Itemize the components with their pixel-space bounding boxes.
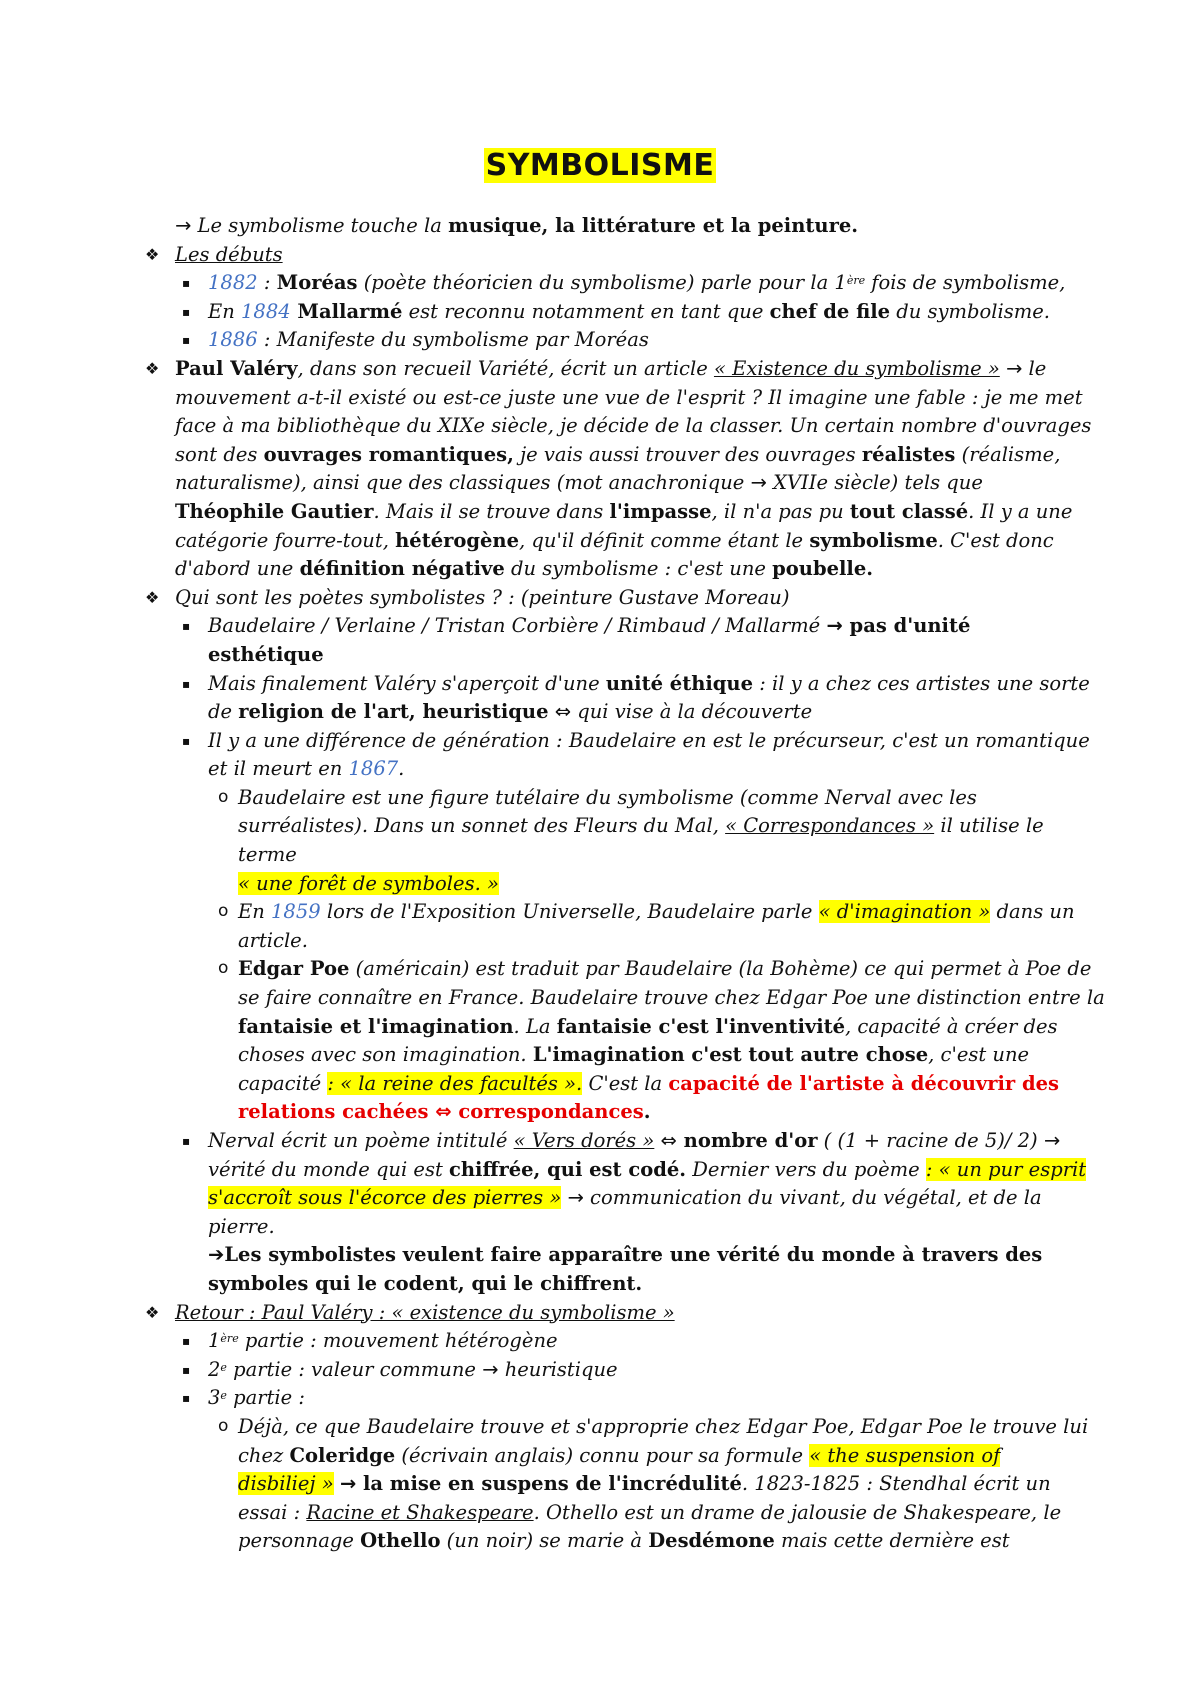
paragraph-line: choses avec son imagination. L'imagination c'est tout autre chose, c'est une bbox=[238, 1043, 1030, 1067]
square-bullet-icon: ▪ bbox=[182, 276, 191, 291]
section-valery: ❖ Paul Valéry, dans son recueil Variété, écrit un article « Existence du symbolisme » → le bbox=[145, 355, 1105, 384]
sub-list-item: o Edgar Poe (américain) est traduit par Baudelaire (la Bohème) ce qui permet à Poe de bbox=[145, 955, 1105, 984]
square-bullet-icon: ▪ bbox=[182, 333, 191, 348]
paragraph-line: vérité du monde qui est chiffrée, qui est codé. Dernier vers du poème : « un pur esprit bbox=[208, 1157, 1087, 1181]
list-item: ▪ 1882 : Moréas (poète théoricien du symbolisme) parle pour la 1ère fois de symbolisme, bbox=[145, 269, 1105, 298]
square-bullet-icon: ▪ bbox=[182, 1362, 191, 1377]
circle-bullet-icon: o bbox=[218, 1415, 229, 1436]
paragraph-line: disbiliej » → la mise en suspens de l'incrédulité. 1823-1825 : Stendhal écrit un bbox=[238, 1472, 1051, 1496]
paragraph-line: relations cachées ⇔ correspondances. bbox=[238, 1100, 651, 1124]
square-bullet-icon: ▪ bbox=[182, 304, 191, 319]
arrow-icon: → bbox=[1043, 1129, 1061, 1152]
section-poetes: ❖ Qui sont les poètes symbolistes ? : (peinture Gustave Moreau) bbox=[145, 584, 1105, 613]
list-item: ▪ 2e partie : valeur commune → heuristique bbox=[145, 1356, 1105, 1385]
arrow-icon: → bbox=[1005, 356, 1023, 380]
paragraph-line: Théophile Gautier. Mais il se trouve dans l'impasse, il n'a pas pu tout classé. Il y a une bbox=[175, 499, 1073, 523]
square-bullet-icon: ▪ bbox=[182, 733, 191, 748]
diamond-bullet-icon: ❖ bbox=[145, 587, 160, 607]
paragraph-line: naturalisme), ainsi que des classiques (mot anachronique → XVIIe siècle) tels que bbox=[175, 471, 983, 495]
paragraph-line: sont des ouvrages romantiques, je vais aussi trouver des ouvrages réalistes (réalisme, bbox=[175, 442, 1061, 466]
section-retour: ❖ Retour : Paul Valéry : « existence du symbolisme » bbox=[145, 1299, 1105, 1328]
arrow-icon: → bbox=[826, 614, 843, 638]
document-title bbox=[0, 148, 1200, 183]
paragraph-line: et il meurt en 1867. bbox=[208, 757, 405, 781]
list-item: ▪ 1ère partie : mouvement hétérogène bbox=[145, 1327, 1105, 1356]
paragraph-line: essai : Racine et Shakespeare. Othello est un drame de jalousie de Shakespeare, le bbox=[238, 1500, 1062, 1524]
arrow-icon: → bbox=[750, 471, 767, 495]
paragraph-line: face à ma bibliothèque du XIXe siècle, je décide de la classer. Un certain nombre d'ouvrages bbox=[175, 414, 1092, 438]
list-item: ▪ Nerval écrit un poème intitulé « Vers dorés » ⇔ nombre d'or ( (1 + racine de 5)/ 2) → bbox=[145, 1127, 1105, 1156]
paragraph-line: personnage Othello (un noir) se marie à Desdémone mais cette dernière est bbox=[238, 1529, 1010, 1553]
paragraph-line: chez Coleridge (écrivain anglais) connu pour sa formule « the suspension of bbox=[238, 1443, 1001, 1467]
list-item: ▪ En 1884 Mallarmé est reconnu notamment en tant que chef de file du symbolisme. bbox=[145, 298, 1105, 327]
paragraph-line: surréalistes). Dans un sonnet des Fleurs du Mal, « Correspondances » il utilise le terme bbox=[238, 814, 1044, 867]
paragraph-line: esthétique bbox=[208, 642, 324, 666]
double-arrow-icon: ⇔ bbox=[435, 1100, 452, 1124]
list-item: ▪ 3e partie : bbox=[145, 1384, 1105, 1413]
arrow-icon: → bbox=[567, 1186, 584, 1210]
paragraph-line: de religion de l'art, heuristique ⇔ qui vise à la découverte bbox=[208, 700, 813, 724]
paragraph-line: capacité : « la reine des facultés ». C'est la capacité de l'artiste à découvrir des bbox=[238, 1071, 1059, 1095]
document-body bbox=[145, 212, 1105, 1556]
bold-arrow-icon: ➔ bbox=[208, 1243, 225, 1267]
arrow-icon: → bbox=[482, 1357, 499, 1381]
square-bullet-icon: ▪ bbox=[182, 1334, 191, 1349]
section-debuts: ❖ Les débuts bbox=[145, 241, 1105, 270]
paragraph-line: pierre. bbox=[208, 1214, 275, 1238]
paragraph-line: « une forêt de symboles. » bbox=[238, 871, 499, 895]
list-item: ▪ Baudelaire / Verlaine / Tristan Corbière / Rimbaud / Mallarmé → pas d'unité bbox=[145, 612, 1105, 641]
intro-line: → Le symbolisme touche la musique, la littérature et la peinture. bbox=[175, 214, 859, 237]
double-arrow-icon: ⇔ bbox=[554, 700, 572, 724]
paragraph-line: mouvement a-t-il existé ou est-ce juste une vue de l'esprit ? Il imagine une fable : je me met bbox=[175, 385, 1083, 409]
sub-list-item: o Baudelaire est une figure tutélaire du symbolisme (comme Nerval avec les bbox=[145, 784, 1105, 813]
conclusion-line: symboles qui le codent, qui le chiffrent. bbox=[208, 1271, 643, 1295]
conclusion-line: ➔Les symbolistes veulent faire apparaître une vérité du monde à travers des bbox=[208, 1243, 1043, 1267]
paragraph-line: d'abord une définition négative du symbolisme : c'est une poubelle. bbox=[175, 557, 874, 581]
sub-list-item: o En 1859 lors de l'Exposition Universelle, Baudelaire parle « d'imagination » dans un bbox=[145, 898, 1105, 927]
paragraph-line: fantaisie et l'imagination. La fantaisie c'est l'inventivité, capacité à créer des bbox=[238, 1014, 1058, 1038]
paragraph-line: se faire connaître en France. Baudelaire trouve chez Edgar Poe une distinction entre la bbox=[238, 986, 1105, 1010]
circle-bullet-icon: o bbox=[218, 958, 229, 979]
square-bullet-icon: ▪ bbox=[182, 676, 191, 691]
title-text: SYMBOLISME bbox=[485, 148, 715, 183]
paragraph-line: article. bbox=[238, 928, 308, 952]
paragraph-line: s'accroît sous l'écorce des pierres » → communication du vivant, du végétal, et de la bbox=[208, 1186, 1042, 1210]
arrow-icon: → bbox=[175, 214, 192, 237]
square-bullet-icon: ▪ bbox=[182, 1134, 191, 1148]
diamond-bullet-icon: ❖ bbox=[145, 358, 160, 378]
circle-bullet-icon: o bbox=[218, 786, 229, 807]
sub-list-item: o Déjà, ce que Baudelaire trouve et s'approprie chez Edgar Poe, Edgar Poe le trouve lui bbox=[145, 1413, 1105, 1442]
arrow-icon: → bbox=[339, 1472, 357, 1496]
square-bullet-icon: ▪ bbox=[182, 619, 191, 634]
diamond-bullet-icon: ❖ bbox=[145, 244, 160, 264]
paragraph-line: catégorie fourre-tout, hétérogène, qu'il définit comme étant le symbolisme. C'est donc bbox=[175, 528, 1054, 552]
circle-bullet-icon: o bbox=[218, 901, 229, 922]
list-item: ▪ Mais finalement Valéry s'aperçoit d'une unité éthique : il y a chez ces artistes une sorte bbox=[145, 670, 1105, 699]
list-item: ▪ 1886 : Manifeste du symbolisme par Moréas bbox=[145, 326, 1105, 355]
double-arrow-icon: ⇔ bbox=[660, 1129, 677, 1152]
list-item: ▪ Il y a une différence de génération : Baudelaire en est le précurseur, c'est un romantique bbox=[145, 727, 1105, 756]
square-bullet-icon: ▪ bbox=[182, 1391, 191, 1406]
diamond-bullet-icon: ❖ bbox=[145, 1302, 160, 1322]
